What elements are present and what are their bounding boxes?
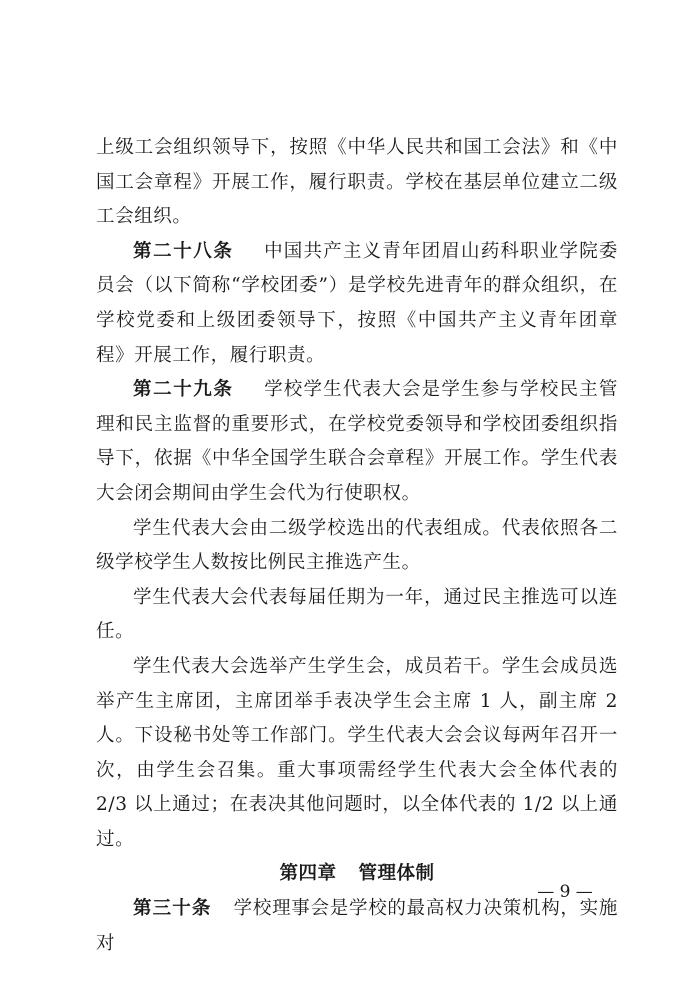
article-29-paragraph-text: 学生代表大会选举产生学生会，成员若干。学生会成员选举产生主席团，主席团举手表决学生会主席 1 人，副主席 2 人。下设秘书处等工作部门。学生代表大会会议每两年召开一次，由学生会召集。重大事项需经学生代表大会全体代表的 2/3 以上通过；在表决其他问题时，以全体代表的 1/2 以上通过。 — [96, 655, 618, 850]
chapter-title: 管理体制 — [358, 863, 435, 885]
article-29-paragraph-3 — [96, 650, 618, 858]
article-29-paragraph-text: 学生代表大会代表每届任期为一年，通过民主推选可以连任。 — [96, 586, 618, 643]
article-28-heading: 第二十八条 — [133, 240, 234, 262]
article-28-text: 中国共产主义青年团眉山药科职业学院委员会（以下简称“学校团委”）是学校先进青年的群众组织，在学校党委和上级团委领导下，按照《中国共产主义青年团章程》开展工作，履行职责。 — [96, 240, 618, 366]
continuation-paragraph — [96, 131, 618, 235]
document-body — [96, 131, 618, 961]
article-28 — [96, 235, 618, 373]
article-29 — [96, 373, 618, 511]
chapter-number: 第四章 — [279, 863, 337, 885]
article-29-paragraph-2 — [96, 581, 618, 650]
page-number: — 9 — — [537, 882, 593, 902]
article-30-heading: 第三十条 — [133, 898, 212, 920]
article-29-paragraph-1 — [96, 512, 618, 581]
article-29-paragraph-text: 学生代表大会由二级学校选出的代表组成。代表依照各二级学校学生人数按比例民主推选产生。 — [96, 517, 618, 574]
article-29-heading: 第二十九条 — [133, 379, 234, 401]
continuation-text: 上级工会组织领导下，按照《中华人民共和国工会法》和《中国工会章程》开展工作，履行职责。学校在基层单位建立二级工会组织。 — [96, 137, 618, 228]
article-29-text: 学校学生代表大会是学生参与学校民主管理和民主监督的重要形式，在学校党委领导和学校团委组织指导下，依据《中华全国学生联合会章程》开展工作。学生代表大会闭会期间由学生会代为行使职权。 — [96, 379, 618, 504]
article-30-text: 学校理事会是学校的最高权力决策机构，实施对 — [96, 898, 618, 954]
